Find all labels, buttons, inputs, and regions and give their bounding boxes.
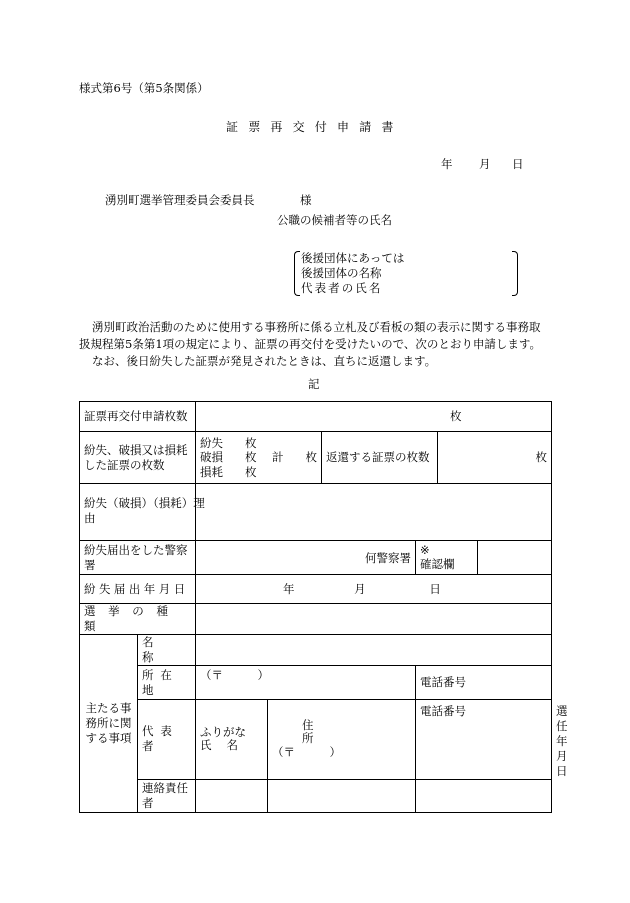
confirm-label-text: 確認欄 — [420, 556, 455, 571]
rep-label — [138, 700, 196, 780]
lost-count-breakdown[interactable] — [196, 432, 322, 484]
rep-label-text: 代表者 — [142, 724, 179, 754]
form-title: 証票再交付申請書 — [226, 120, 404, 134]
body-para2: なお、後日紛失した証票が発見されたときは、直ちに返還します。 — [92, 354, 437, 368]
reason-label — [80, 484, 205, 541]
application-table — [79, 401, 568, 813]
reason-field[interactable] — [196, 484, 552, 541]
damaged-unit: 枚 — [245, 450, 257, 465]
police-station-suffix: 何警察署 — [365, 551, 411, 566]
report-year: 年 — [283, 581, 295, 596]
office-label-1: 主たる事 — [85, 700, 132, 715]
police-station-field[interactable] — [196, 541, 416, 575]
election-type-field[interactable] — [196, 604, 552, 635]
return-count-unit: 枚 — [535, 450, 548, 465]
office-address-field[interactable] — [196, 666, 416, 700]
office-address-label-text: 所在地 — [142, 667, 179, 697]
ki-label: 記 — [308, 377, 320, 391]
police-label-2: 署 — [84, 557, 96, 572]
date-day: 日 — [512, 157, 524, 171]
worn-unit: 枚 — [245, 464, 257, 479]
report-day: 日 — [429, 581, 441, 596]
office-label-2: 務所に関 — [85, 715, 132, 730]
furigana-label: ふりがな — [200, 724, 246, 739]
rep-address-label: 住所 — [302, 717, 362, 746]
office-name-label-text: 名称 — [142, 635, 175, 664]
reissue-count-label: 証票再交付申請枚数 — [80, 402, 196, 432]
total-label: 計 — [272, 450, 284, 465]
election-type-label — [80, 604, 196, 635]
shimei-label: 氏名 — [200, 738, 253, 753]
lost-unit: 枚 — [245, 436, 257, 451]
lost-count-label-1: 紛失、破損又は損耗 — [84, 442, 188, 457]
rep-appointment-label-text: 選任年月日 — [556, 704, 568, 778]
contact-label: 連絡責任者 — [138, 779, 196, 812]
rep-name-cell[interactable] — [196, 700, 268, 780]
lost-count-label — [80, 432, 196, 484]
damaged-label: 破損 — [200, 450, 223, 465]
office-phone-label — [416, 666, 552, 700]
reason-label-1: 紛失（破損）（損耗）理 — [84, 496, 205, 510]
office-postal: （〒 ） — [200, 668, 269, 682]
police-label — [80, 541, 196, 575]
reason-label-2: 由 — [84, 510, 96, 525]
reissue-count-unit: 枚 — [450, 409, 462, 424]
left-bracket — [294, 251, 300, 296]
rep-phone-label — [416, 700, 552, 780]
reissue-count-field[interactable] — [196, 402, 552, 432]
report-date-field[interactable] — [196, 575, 552, 604]
total-unit: 枚 — [305, 450, 317, 465]
support-group-line-1: 後援団体にあっては — [301, 251, 405, 265]
addressee: 湧別町選挙管理委員会委員長 — [105, 193, 255, 207]
police-label-1: 紛失届出をした警察 — [84, 542, 188, 557]
support-group-line-2: 後援団体の名称 — [301, 266, 382, 280]
contact-phone-field[interactable] — [416, 779, 552, 812]
office-label-3: する事項 — [85, 730, 132, 745]
confirm-label — [416, 541, 478, 575]
body-para1-line1: 湧別町政治活動のために使用する事務所に係る立札及び看板の類の表示に関する事務取 — [92, 320, 541, 334]
return-count-label: 返還する証票の枚数 — [322, 432, 438, 484]
office-matters-label — [80, 635, 138, 813]
office-phone-label-text: 電話番号 — [420, 675, 466, 690]
rep-address-cell[interactable] — [268, 700, 416, 780]
confirm-field[interactable] — [478, 541, 552, 575]
return-count-field[interactable] — [438, 432, 552, 484]
office-name-field[interactable] — [196, 635, 552, 666]
right-bracket — [512, 251, 518, 296]
confirm-mark: ※ — [420, 543, 430, 558]
worn-label: 損耗 — [200, 464, 223, 479]
report-date-label — [80, 575, 196, 604]
applicant-label: 公職の候補者等の氏名 — [277, 213, 392, 227]
support-group-line-3: 代表者の氏名 — [301, 281, 383, 295]
office-address-label — [138, 666, 196, 700]
report-date-label-text: 紛失届出年月日 — [84, 581, 189, 596]
body-para1-line2: 扱規程第5条第1項の規定により、証票の再交付を受けたいので、次のとおり申請します。 — [79, 337, 541, 351]
rep-phone-label-text: 電話番号 — [420, 704, 466, 718]
lost-label: 紛失 — [200, 436, 223, 451]
contact-name-field[interactable] — [196, 779, 268, 812]
date-month: 月 — [479, 157, 491, 171]
contact-address-field[interactable] — [268, 779, 416, 812]
form-number: 様式第6号（第5条関係） — [79, 81, 209, 95]
date-year: 年 — [441, 157, 453, 171]
honorific: 様 — [300, 193, 312, 207]
report-month: 月 — [354, 581, 366, 596]
election-type-label-text: 選挙の種類 — [84, 604, 181, 633]
office-name-label — [138, 635, 196, 666]
rep-postal: （〒 ） — [272, 745, 341, 760]
lost-count-label-2: した証票の枚数 — [84, 457, 165, 472]
